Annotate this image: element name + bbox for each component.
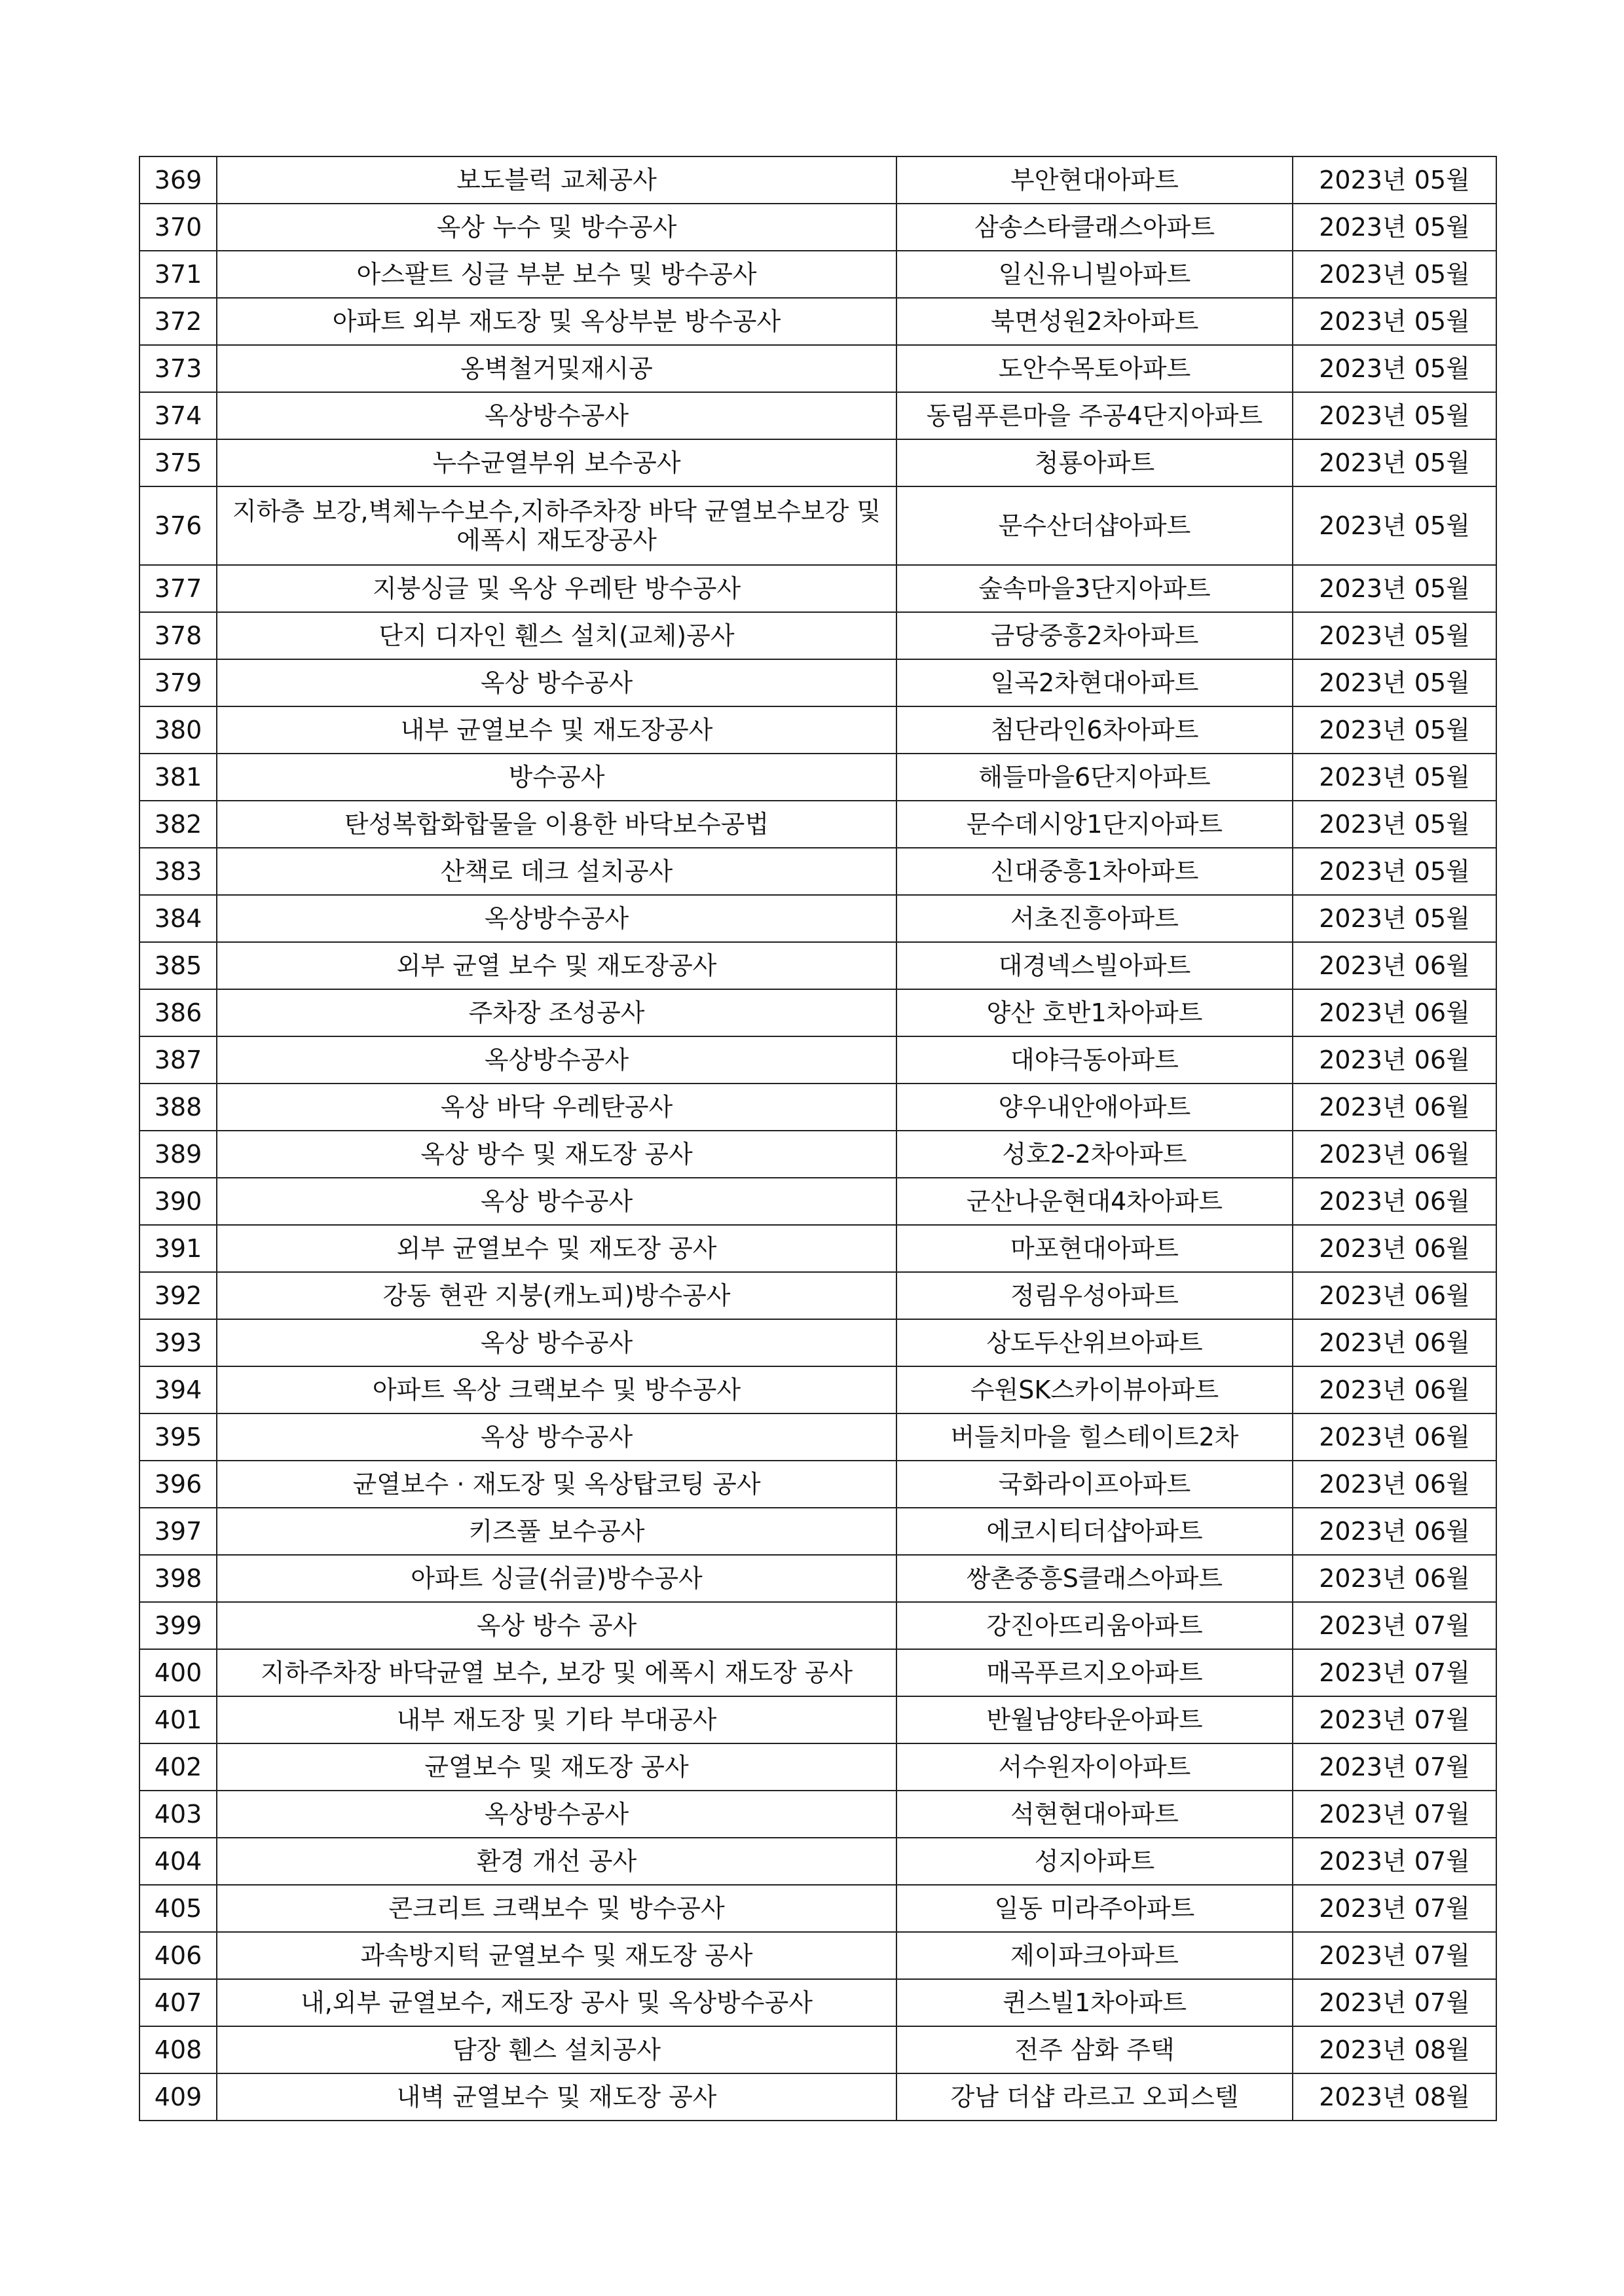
site-name: 매곡푸르지오아파트: [896, 1649, 1293, 1696]
table-row: [139, 1461, 1496, 1508]
row-number: 385: [139, 942, 217, 989]
row-number: 407: [139, 1979, 217, 2026]
row-number: 372: [139, 298, 217, 345]
site-name: 일곡2차현대아파트: [896, 659, 1293, 706]
work-description: 옥상 방수공사: [217, 1319, 896, 1366]
work-description: 옥상 방수 공사: [217, 1602, 896, 1649]
completion-date: 2023년 05월: [1293, 298, 1496, 345]
table-row: [139, 1319, 1496, 1366]
row-number: 375: [139, 439, 217, 486]
work-description: 아파트 옥상 크랙보수 및 방수공사: [217, 1366, 896, 1413]
row-number: 383: [139, 848, 217, 895]
site-name: 에코시티더샵아파트: [896, 1508, 1293, 1555]
work-description: 옥상 바닥 우레탄공사: [217, 1084, 896, 1131]
site-name: 강진아뜨리움아파트: [896, 1602, 1293, 1649]
table-row: [139, 1084, 1496, 1131]
completion-date: 2023년 06월: [1293, 1131, 1496, 1178]
site-name: 부안현대아파트: [896, 156, 1293, 204]
work-description: 옥상 방수 및 재도장 공사: [217, 1131, 896, 1178]
work-description: 지붕싱글 및 옥상 우레탄 방수공사: [217, 565, 896, 612]
site-name: 서초진흥아파트: [896, 895, 1293, 942]
work-description: 내부 균열보수 및 재도장공사: [217, 706, 896, 754]
table-row: [139, 1932, 1496, 1979]
row-number: 380: [139, 706, 217, 754]
completion-date: 2023년 07월: [1293, 1743, 1496, 1791]
site-name: 강남 더샵 라르고 오피스텔: [896, 2073, 1293, 2121]
completion-date: 2023년 06월: [1293, 1178, 1496, 1225]
table-row: [139, 848, 1496, 895]
completion-date: 2023년 07월: [1293, 1979, 1496, 2026]
table-row: [139, 204, 1496, 251]
row-number: 382: [139, 801, 217, 848]
row-number: 396: [139, 1461, 217, 1508]
site-name: 양우내안애아파트: [896, 1084, 1293, 1131]
site-name: 상도두산위브아파트: [896, 1319, 1293, 1366]
work-description: 균열보수 및 재도장 공사: [217, 1743, 896, 1791]
row-number: 393: [139, 1319, 217, 1366]
row-number: 371: [139, 251, 217, 298]
completion-date: 2023년 07월: [1293, 1696, 1496, 1743]
work-description: 아스팔트 싱글 부분 보수 및 방수공사: [217, 251, 896, 298]
work-description: 옥상방수공사: [217, 1036, 896, 1084]
row-number: 369: [139, 156, 217, 204]
row-number: 394: [139, 1366, 217, 1413]
site-name: 삼송스타클래스아파트: [896, 204, 1293, 251]
row-number: 398: [139, 1555, 217, 1602]
completion-date: 2023년 07월: [1293, 1838, 1496, 1885]
work-description: 단지 디자인 휀스 설치(교체)공사: [217, 612, 896, 659]
completion-date: 2023년 05월: [1293, 895, 1496, 942]
completion-date: 2023년 05월: [1293, 156, 1496, 204]
completion-date: 2023년 05월: [1293, 204, 1496, 251]
work-description: 지하주차장 바닥균열 보수, 보강 및 에폭시 재도장 공사: [217, 1649, 896, 1696]
completion-date: 2023년 05월: [1293, 565, 1496, 612]
work-description: 산책로 데크 설치공사: [217, 848, 896, 895]
site-name: 해들마을6단지아파트: [896, 754, 1293, 801]
site-name: 도안수목토아파트: [896, 345, 1293, 392]
site-name: 청룡아파트: [896, 439, 1293, 486]
completion-date: 2023년 05월: [1293, 848, 1496, 895]
table-row: [139, 1838, 1496, 1885]
table-row: [139, 156, 1496, 204]
row-number: 381: [139, 754, 217, 801]
work-description: 강동 현관 지붕(캐노피)방수공사: [217, 1272, 896, 1319]
completion-date: 2023년 05월: [1293, 486, 1496, 565]
table-row: [139, 251, 1496, 298]
work-description: 외부 균열 보수 및 재도장공사: [217, 942, 896, 989]
work-description: 옥상 누수 및 방수공사: [217, 204, 896, 251]
site-name: 전주 삼화 주택: [896, 2026, 1293, 2073]
table-row: [139, 989, 1496, 1036]
site-name: 일신유니빌아파트: [896, 251, 1293, 298]
row-number: 374: [139, 392, 217, 439]
row-number: 406: [139, 1932, 217, 1979]
completion-date: 2023년 05월: [1293, 439, 1496, 486]
completion-date: 2023년 05월: [1293, 345, 1496, 392]
site-name: 성호2-2차아파트: [896, 1131, 1293, 1178]
work-description: 내,외부 균열보수, 재도장 공사 및 옥상방수공사: [217, 1979, 896, 2026]
row-number: 403: [139, 1791, 217, 1838]
site-name: 숲속마을3단지아파트: [896, 565, 1293, 612]
row-number: 400: [139, 1649, 217, 1696]
table-row: [139, 439, 1496, 486]
work-description: 과속방지턱 균열보수 및 재도장 공사: [217, 1932, 896, 1979]
table-row: [139, 345, 1496, 392]
completion-date: 2023년 07월: [1293, 1602, 1496, 1649]
work-description: 탄성복합화합물을 이용한 바닥보수공법: [217, 801, 896, 848]
site-name: 제이파크아파트: [896, 1932, 1293, 1979]
row-number: 370: [139, 204, 217, 251]
work-description: 균열보수 · 재도장 및 옥상탑코팅 공사: [217, 1461, 896, 1508]
completion-date: 2023년 06월: [1293, 1413, 1496, 1461]
completion-date: 2023년 08월: [1293, 2026, 1496, 2073]
work-description: 옥상방수공사: [217, 392, 896, 439]
site-name: 동림푸른마을 주공4단지아파트: [896, 392, 1293, 439]
table-row: [139, 1979, 1496, 2026]
row-number: 373: [139, 345, 217, 392]
site-name: 정림우성아파트: [896, 1272, 1293, 1319]
work-description: 내벽 균열보수 및 재도장 공사: [217, 2073, 896, 2121]
table-row: [139, 659, 1496, 706]
work-description: 환경 개선 공사: [217, 1838, 896, 1885]
work-description: 아파트 싱글(쉬글)방수공사: [217, 1555, 896, 1602]
work-description: 담장 휀스 설치공사: [217, 2026, 896, 2073]
site-name: 문수산더샵아파트: [896, 486, 1293, 565]
site-name: 대경넥스빌아파트: [896, 942, 1293, 989]
site-name: 군산나운현대4차아파트: [896, 1178, 1293, 1225]
table-row: [139, 754, 1496, 801]
completion-date: 2023년 08월: [1293, 2073, 1496, 2121]
row-number: 399: [139, 1602, 217, 1649]
work-description: 키즈풀 보수공사: [217, 1508, 896, 1555]
site-name: 일동 미라주아파트: [896, 1885, 1293, 1932]
work-description: 옥상 방수공사: [217, 1178, 896, 1225]
table-row: [139, 1649, 1496, 1696]
table-row: [139, 1272, 1496, 1319]
table-row: [139, 392, 1496, 439]
row-number: 387: [139, 1036, 217, 1084]
completion-date: 2023년 05월: [1293, 659, 1496, 706]
row-number: 404: [139, 1838, 217, 1885]
row-number: 408: [139, 2026, 217, 2073]
table-row: [139, 2026, 1496, 2073]
completion-date: 2023년 05월: [1293, 612, 1496, 659]
completion-date: 2023년 06월: [1293, 1225, 1496, 1272]
work-description: 내부 재도장 및 기타 부대공사: [217, 1696, 896, 1743]
site-name: 쌍촌중흥S클래스아파트: [896, 1555, 1293, 1602]
row-number: 405: [139, 1885, 217, 1932]
completion-date: 2023년 06월: [1293, 1319, 1496, 1366]
completion-date: 2023년 06월: [1293, 1272, 1496, 1319]
site-name: 반월남양타운아파트: [896, 1696, 1293, 1743]
table-row: [139, 1885, 1496, 1932]
table-row: [139, 706, 1496, 754]
completion-date: 2023년 07월: [1293, 1885, 1496, 1932]
table-row: [139, 1366, 1496, 1413]
table-row: [139, 298, 1496, 345]
site-name: 금당중흥2차아파트: [896, 612, 1293, 659]
table-body: [139, 156, 1496, 2121]
row-number: 389: [139, 1131, 217, 1178]
row-number: 402: [139, 1743, 217, 1791]
site-name: 퀸스빌1차아파트: [896, 1979, 1293, 2026]
table-row: [139, 1508, 1496, 1555]
table-row: [139, 1178, 1496, 1225]
table-row: [139, 1743, 1496, 1791]
row-number: 388: [139, 1084, 217, 1131]
site-name: 서수원자이아파트: [896, 1743, 1293, 1791]
table-row: [139, 801, 1496, 848]
work-description: 주차장 조성공사: [217, 989, 896, 1036]
table-row: [139, 1036, 1496, 1084]
row-number: 395: [139, 1413, 217, 1461]
row-number: 401: [139, 1696, 217, 1743]
completion-date: 2023년 07월: [1293, 1791, 1496, 1838]
completion-date: 2023년 05월: [1293, 392, 1496, 439]
site-name: 성지아파트: [896, 1838, 1293, 1885]
completion-date: 2023년 06월: [1293, 1084, 1496, 1131]
site-name: 양산 호반1차아파트: [896, 989, 1293, 1036]
work-description: 옥상 방수공사: [217, 659, 896, 706]
work-description: 지하층 보강,벽체누수보수,지하주차장 바닥 균열보수보강 및 에폭시 재도장공사: [217, 486, 896, 565]
site-name: 첨단라인6차아파트: [896, 706, 1293, 754]
site-name: 대야극동아파트: [896, 1036, 1293, 1084]
table-row: [139, 486, 1496, 565]
completion-date: 2023년 05월: [1293, 754, 1496, 801]
row-number: 378: [139, 612, 217, 659]
table-row: [139, 612, 1496, 659]
row-number: 376: [139, 486, 217, 565]
table-row: [139, 1791, 1496, 1838]
site-name: 신대중흥1차아파트: [896, 848, 1293, 895]
completion-date: 2023년 05월: [1293, 801, 1496, 848]
work-description: 옥상방수공사: [217, 895, 896, 942]
table-row: [139, 895, 1496, 942]
site-name: 수원SK스카이뷰아파트: [896, 1366, 1293, 1413]
row-number: 390: [139, 1178, 217, 1225]
table-row: [139, 1602, 1496, 1649]
completion-date: 2023년 07월: [1293, 1932, 1496, 1979]
table-row: [139, 1413, 1496, 1461]
row-number: 391: [139, 1225, 217, 1272]
table-row: [139, 1131, 1496, 1178]
work-description: 외부 균열보수 및 재도장 공사: [217, 1225, 896, 1272]
work-description: 보도블럭 교체공사: [217, 156, 896, 204]
table-row: [139, 1225, 1496, 1272]
completion-date: 2023년 06월: [1293, 1461, 1496, 1508]
table-row: [139, 1555, 1496, 1602]
completion-date: 2023년 06월: [1293, 989, 1496, 1036]
work-description: 방수공사: [217, 754, 896, 801]
site-name: 국화라이프아파트: [896, 1461, 1293, 1508]
row-number: 409: [139, 2073, 217, 2121]
completion-date: 2023년 05월: [1293, 251, 1496, 298]
completion-date: 2023년 06월: [1293, 942, 1496, 989]
site-name: 문수데시앙1단지아파트: [896, 801, 1293, 848]
work-description: 옹벽철거및재시공: [217, 345, 896, 392]
site-name: 북면성원2차아파트: [896, 298, 1293, 345]
work-description: 옥상 방수공사: [217, 1413, 896, 1461]
row-number: 379: [139, 659, 217, 706]
work-description: 옥상방수공사: [217, 1791, 896, 1838]
site-name: 석현현대아파트: [896, 1791, 1293, 1838]
site-name: 마포현대아파트: [896, 1225, 1293, 1272]
site-name: 버들치마을 힐스테이트2차: [896, 1413, 1293, 1461]
table-row: [139, 1696, 1496, 1743]
work-description: 아파트 외부 재도장 및 옥상부분 방수공사: [217, 298, 896, 345]
table-row: [139, 565, 1496, 612]
completion-date: 2023년 07월: [1293, 1649, 1496, 1696]
row-number: 384: [139, 895, 217, 942]
table-row: [139, 942, 1496, 989]
row-number: 377: [139, 565, 217, 612]
construction-records-table: [139, 156, 1497, 2121]
completion-date: 2023년 06월: [1293, 1036, 1496, 1084]
work-description: 콘크리트 크랙보수 및 방수공사: [217, 1885, 896, 1932]
completion-date: 2023년 06월: [1293, 1366, 1496, 1413]
completion-date: 2023년 06월: [1293, 1508, 1496, 1555]
completion-date: 2023년 05월: [1293, 706, 1496, 754]
document-page: [139, 156, 1496, 2121]
table-row: [139, 2073, 1496, 2121]
work-description: 누수균열부위 보수공사: [217, 439, 896, 486]
row-number: 386: [139, 989, 217, 1036]
completion-date: 2023년 06월: [1293, 1555, 1496, 1602]
row-number: 397: [139, 1508, 217, 1555]
row-number: 392: [139, 1272, 217, 1319]
